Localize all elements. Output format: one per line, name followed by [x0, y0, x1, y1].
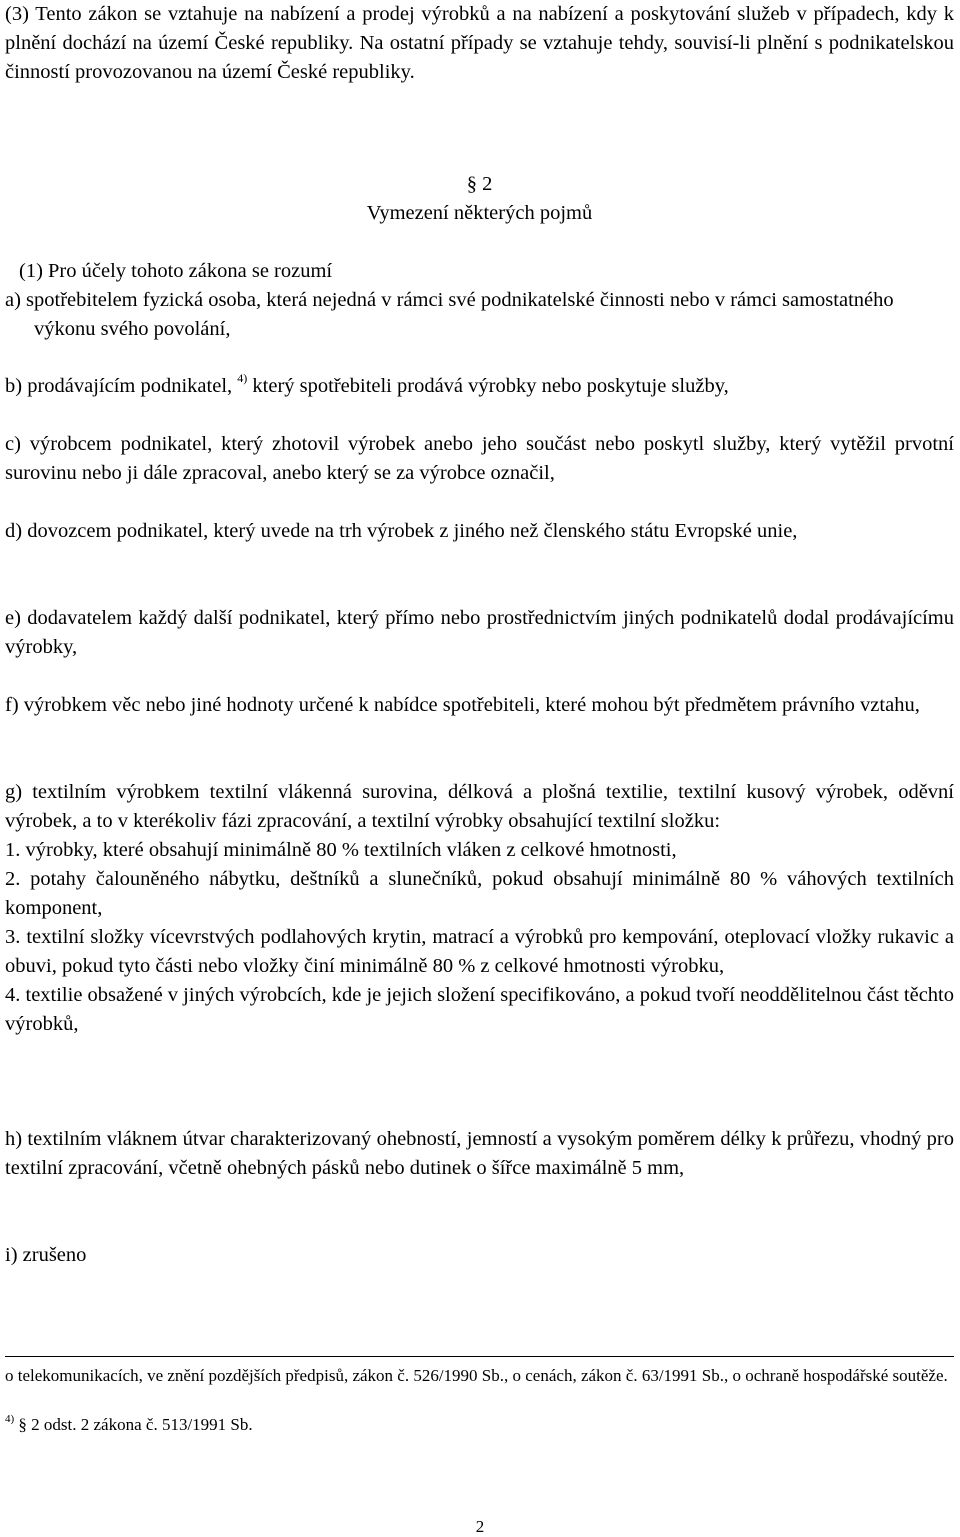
footnote-4: $^{4)}$ § 2 odst. 2 zákona č. 513/1991 Sb. — [5, 1413, 253, 1434]
footnote-ref-4: 4) — [237, 371, 248, 386]
section-lead: (1) Pro účely tohoto zákona se rozumí — [19, 260, 333, 282]
g-item-4: 4. textilie obsažené v jiných výrobcích, kde je jejich složení specifikováno, a pokud tvoří neoddělitelnou část těchto výrobků, — [5, 984, 954, 1035]
definition-f: f) výrobkem věc nebo jiné hodnoty určené k nabídce spotřebiteli, které mohou být předmětem právního vztahu, — [5, 694, 920, 716]
g-item-3: 3. textilní složky vícevrstvých podlahových krytin, matrací a výrobků pro kempování, oteplovací vložky rukavic a obuvi, pokud tyto části nebo vložky činí minimálně 80 % z celkové hmotnosti výrobku, — [5, 926, 954, 977]
definition-i: i) zrušeno — [5, 1244, 87, 1266]
footnote-separator — [5, 1356, 954, 1357]
g-item-2: 2. potahy čalouněného nábytku, deštníků a slunečníků, pokud obsahují minimálně 80 % váhových textilních komponent, — [5, 868, 954, 919]
definition-b: b) prodávajícím podnikatel, $^{4)}$ který spotřebiteli prodává výrobky nebo poskytuje služby, — [5, 371, 729, 397]
definition-e: e) dodavatelem každý další podnikatel, který přímo nebo prostřednictvím jiných podnikatelů dodal prodávajícímu výrobky, — [5, 607, 954, 658]
section-sign-icon: § — [18, 1415, 27, 1434]
footnote-4-mark: 4) — [5, 1413, 15, 1426]
definition-d: d) dovozcem podnikatel, který uvede na trh výrobek z jiného než členského státu Evropské unie, — [5, 520, 798, 542]
g-item-1: 1. výrobky, které obsahují minimálně 80 % textilních vláken z celkové hmotnosti, — [5, 839, 677, 861]
definition-a: a) spotřebitelem fyzická osoba, která nejedná v rámci své podnikatelské činnosti nebo v rámci samostatného výkonu svého povolání, — [5, 289, 894, 340]
definition-g: g) textilním výrobkem textilní vlákenná surovina, délková a plošná textilie, textilní kusový výrobek, oděvní výrobek, a to v kterékoliv fázi zpracování, a textilní výrobky obsahující textilní složku: 1. výrobky, které obsahují minimálně 80 % textilních vláken z celkové hmotnosti, 2. potahy čalouněného nábytku, deštníků a slunečníků, pokud obsahují minimálně 80 % váhových textilních komponent, 3. textilní složky vícevrstvých podlahových krytin, matrací a výrobků pro kempování, oteplovací vložky rukavic a obuvi, pokud tyto části nebo vložky činí minimálně 80 % z celkové hmotnosti výrobku, 4. textilie obsažené v jiných výrobcích, kde je jejich složení specifikováno, a pokud tvoří neoddělitelnou část těchto výrobků, — [5, 778, 954, 1039]
section-title: Vymezení některých pojmů — [366, 202, 593, 224]
definition-h: h) textilním vláknem útvar charakterizovaný ohebností, jemností a vysokým poměrem délky k průřezu, vhodný pro textilní zpracování, včetně ohebných pásků nebo dutinek o šířce maximálně 5 mm, — [5, 1128, 954, 1179]
section-heading — [5, 170, 954, 228]
paragraph-3: (3) Tento zákon se vztahuje na nabízení a prodej výrobků a na nabízení a poskytování služeb v případech, kdy k plnění dochází na území České republiky. Na ostatní případy se vztahuje tehdy, souvisí-li plnění s podnikatelskou činností provozovanou na území České republiky. — [5, 3, 954, 83]
definition-c: c) výrobcem podnikatel, který zhotovil výrobek anebo jeho součást nebo poskytl služby, který vytěžil prvotní surovinu nebo ji dále zpracoval, anebo který se za výrobce označil, — [5, 433, 954, 484]
footnote-continued: o telekomunikacích, ve znění pozdějších předpisů, zákon č. 526/1990 Sb., o cenách, zákon č. 63/1991 Sb., o ochraně hospodářské soutěže. — [5, 1366, 948, 1385]
section-number: § 2 — [466, 173, 493, 195]
page-number: 2 — [475, 1517, 485, 1536]
